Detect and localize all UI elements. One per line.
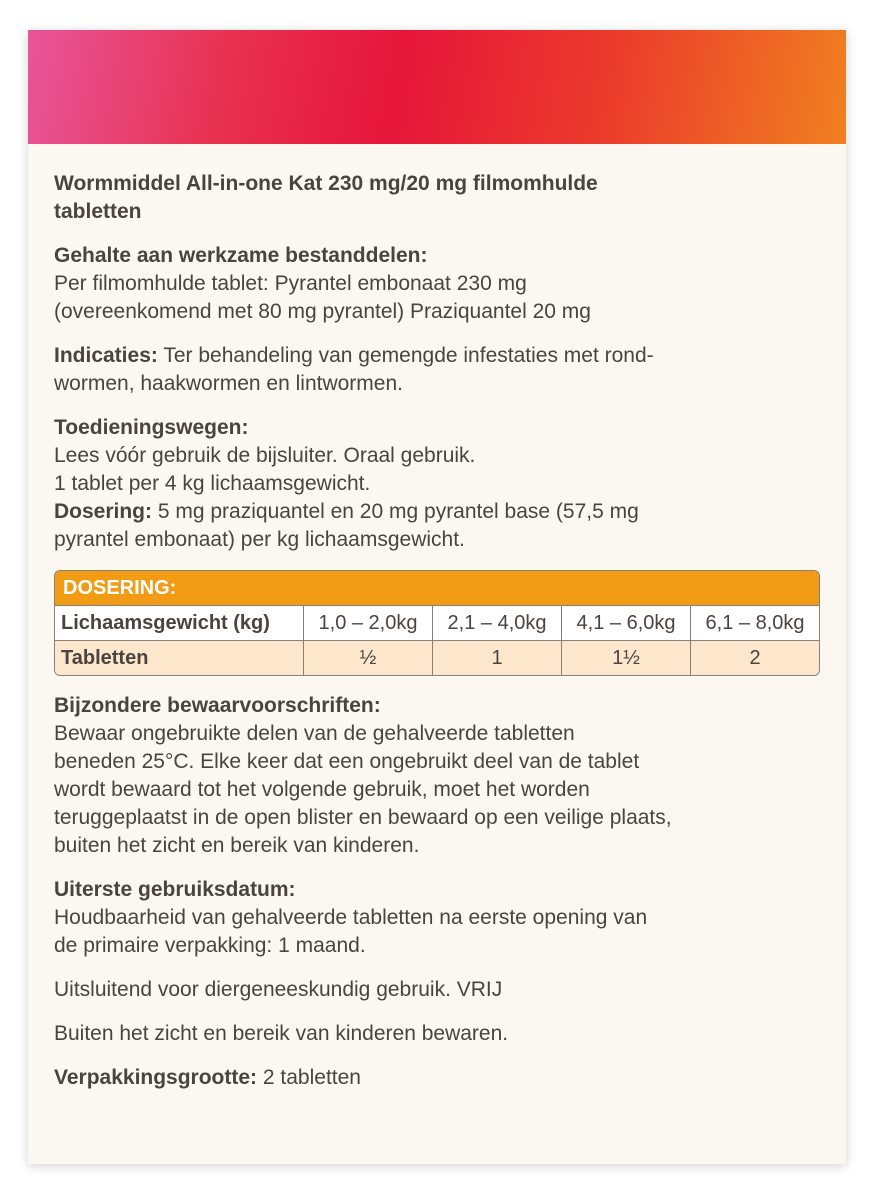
gradient-banner (28, 30, 846, 144)
veterinary-notice: Uitsluitend voor diergeneeskundig gebruik. VRIJ (54, 978, 503, 1001)
indicaties-line-1: Ter behandeling van gemengde infestaties met rond- (157, 344, 654, 367)
bodyweight-cell: 1,0 – 2,0kg (304, 606, 433, 641)
datum-heading: Uiterste gebruiksdatum: (54, 878, 296, 901)
tablets-cell: 2 (691, 641, 819, 676)
dosering-line-2: pyrantel embonaat) per kg lichaamsgewicht. (54, 528, 465, 551)
bewaar-line: Bewaar ongebruikte delen van de gehalveerde tabletten (54, 722, 575, 745)
tablets-cell: 1 (433, 641, 562, 676)
leaflet-card (28, 30, 846, 1164)
tablets-cell: 1½ (562, 641, 691, 676)
section-gehalte (54, 242, 824, 326)
section-toediening (54, 414, 824, 554)
verpakking-heading: Verpakkingsgrootte: (54, 1066, 258, 1089)
section-verpakking (54, 1064, 824, 1092)
section-notice-2 (54, 1020, 824, 1048)
verpakking-value: 2 tabletten (257, 1066, 361, 1089)
bodyweight-cell: 6,1 – 8,0kg (691, 606, 819, 641)
indicaties-heading: Indicaties: (54, 344, 158, 367)
table-row (55, 641, 819, 676)
dosage-table-header: DOSERING: (55, 571, 819, 606)
toediening-line-1: Lees vóór gebruik de bijsluiter. Oraal gebruik. (54, 444, 476, 467)
gehalte-heading: Gehalte aan werkzame bestanddelen: (54, 244, 428, 267)
tablets-cell: ½ (304, 641, 433, 676)
table-row (55, 606, 819, 641)
dosering-heading: Dosering: (54, 500, 153, 523)
section-notice-1 (54, 976, 824, 1004)
bewaar-line: teruggeplaatst in de open blister en bewaard op een veilige plaats, (54, 806, 672, 829)
indicaties-line-2: wormen, haakwormen en lintwormen. (54, 372, 403, 395)
children-notice: Buiten het zicht en bereik van kinderen bewaren. (54, 1022, 509, 1045)
bewaar-heading: Bijzondere bewaarvoorschriften: (54, 694, 381, 717)
bewaar-line: buiten het zicht en bereik van kinderen. (54, 834, 420, 857)
dosering-line-1: 5 mg praziquantel en 20 mg pyrantel base (57,5 mg (152, 500, 639, 523)
bewaar-line: wordt bewaard tot het volgende gebruik, moet het worden (54, 778, 590, 801)
tablets-label: Tabletten (55, 641, 304, 676)
bodyweight-cell: 4,1 – 6,0kg (562, 606, 691, 641)
toediening-line-2: 1 tablet per 4 kg lichaamsgewicht. (54, 472, 371, 495)
section-bewaar (54, 692, 824, 860)
gehalte-line-1: Per filmomhulde tablet: Pyrantel embonaat 230 mg (54, 272, 527, 295)
bodyweight-cell: 2,1 – 4,0kg (433, 606, 562, 641)
section-indicaties (54, 342, 824, 398)
dosage-table (54, 570, 820, 676)
datum-line-1: Houdbaarheid van gehalveerde tabletten na eerste opening van (54, 906, 648, 929)
product-title: Wormmiddel All-in-one Kat 230 mg/20 mg filmomhulde tabletten (54, 172, 598, 223)
toediening-heading: Toedieningswegen: (54, 416, 249, 439)
gehalte-line-2: (overeenkomend met 80 mg pyrantel) Praziquantel 20 mg (54, 300, 591, 323)
datum-line-2: de primaire verpakking: 1 maand. (54, 934, 366, 957)
bewaar-line: beneden 25°C. Elke keer dat een ongebruikt deel van de tablet (54, 750, 640, 773)
section-datum (54, 876, 824, 960)
bodyweight-label: Lichaamsgewicht (kg) (55, 606, 304, 641)
leaflet-content (54, 170, 824, 1108)
